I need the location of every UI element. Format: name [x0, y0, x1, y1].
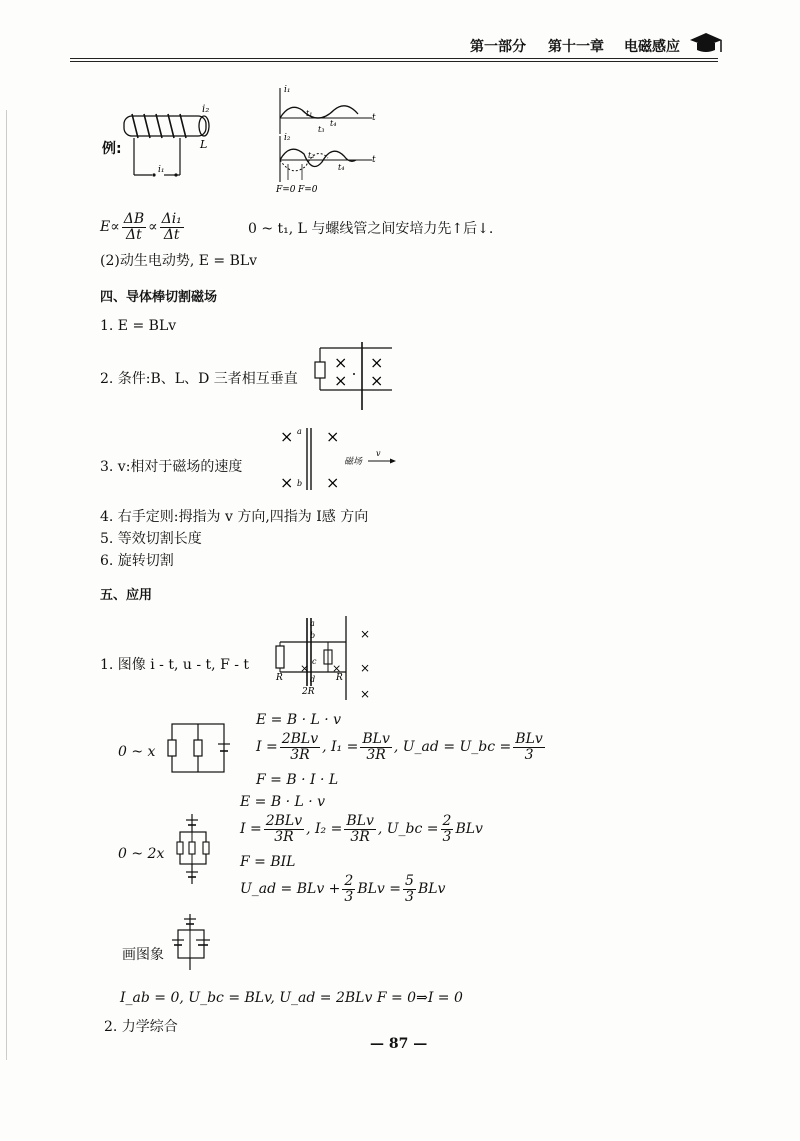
r2-eq-force: F = BIL [240, 854, 296, 870]
graduation-cap-icon [688, 30, 724, 56]
range-0-x: 0 ~ x [118, 744, 156, 760]
section4-item4: 4. 右手定则:拇指为 v 方向,四指为 I感 方向 [100, 509, 369, 525]
rod-label-b: b [297, 479, 303, 488]
graph-top-i1: i₁ [284, 85, 291, 95]
field-v-label: v [376, 449, 381, 458]
section4-item3: 3. v:相对于磁场的速度 [100, 459, 243, 475]
fig-label-b: b [310, 631, 316, 640]
faraday-proportionality: E∝ $\frac{\Delta B}{\Delta t}$ ∝ $\frac{\text{Δi₁}}{\Delta t}$ [100, 211, 182, 243]
motional-emf: (2)动生电动势, E = BLv [100, 253, 258, 269]
section4-item5: 5. 等效切割长度 [100, 531, 202, 547]
r2-eq-emf: E = B · L · v [240, 794, 326, 810]
r1-eq-emf: E = B · L · v [256, 712, 342, 728]
svg-text:×: × [280, 473, 294, 492]
solenoid-figure [118, 100, 218, 185]
section4-item6: 6. 旋转切割 [100, 553, 174, 569]
section5-title: 五、应用 [100, 588, 153, 603]
graph-bottom-i2: i₂ [284, 133, 291, 143]
rail-field-figure [312, 346, 402, 412]
header-rule-thin [70, 61, 718, 62]
svg-text:×: × [370, 371, 384, 390]
circuit-0-2x [174, 814, 214, 886]
svg-text:×: × [370, 353, 384, 372]
circuit-draw-graph [172, 914, 212, 972]
coil-label-i1: i₁ [158, 165, 165, 175]
svg-text:×: × [326, 427, 340, 446]
graph-top-t3: t₃ [318, 125, 325, 134]
svg-text:×: × [300, 662, 310, 675]
coil-label-i2: i₂ [202, 104, 210, 115]
current-graphs [272, 82, 382, 197]
circuit-0-x [168, 720, 230, 776]
graph-top-t: t [372, 113, 376, 123]
r1-eq-force: F = B · I · L [256, 772, 339, 788]
svg-text:×: × [334, 371, 348, 390]
graph-bottom-t4: t₄ [338, 163, 345, 172]
graph-top-t4: t₄ [330, 119, 337, 128]
rod-label-a: a [297, 427, 302, 436]
svg-text:×: × [326, 473, 340, 492]
graph-bottom-t: t [372, 155, 376, 165]
relative-velocity-figure [280, 424, 420, 496]
graph-top-t1: t₁ [306, 109, 313, 118]
header-chapter: 第十一章 [548, 39, 604, 55]
example-label: 例: [102, 141, 122, 157]
section4-title: 四、导体棒切割磁场 [100, 290, 218, 305]
svg-text:×: × [360, 627, 371, 641]
section4-item2: 2. 条件:B、L、D 三者相互垂直 [100, 371, 298, 387]
svg-text:×: × [280, 427, 294, 446]
svg-text:×: × [332, 662, 342, 675]
range-0-2x: 0 ~ 2x [118, 846, 165, 862]
section5-item1: 1. 图像 i - t, u - t, F - t [100, 657, 250, 673]
r2-eq-current: I = $\frac{\text{2BLv}}{3R}$ , I₂ = $\frac{\text{BLv}}{3R}$ , U_bc = $\frac{2}{3}$ BLv [240, 813, 483, 845]
fig-label-R2: R [336, 673, 343, 683]
svg-text:×: × [334, 353, 348, 372]
final-relations: I_ab = 0, U_bc = BLv, U_ad = 2BLv F = 0⇒I = 0 [120, 990, 463, 1006]
section5-item2: 2. 力学综合 [104, 1019, 178, 1035]
page-number: — 87 — [370, 1036, 428, 1052]
rails-resistors-figure [276, 612, 376, 704]
ampere-force-note: 0 ~ t₁, L 与螺线管之间安培力先↑后↓. [248, 221, 494, 237]
svg-text:×: × [360, 661, 371, 675]
header-rule [70, 58, 718, 59]
fig-label-c: c [312, 657, 317, 666]
coil-label-L: L [200, 138, 208, 151]
header-part: 第一部分 [470, 39, 526, 55]
section4-item1: 1. E = BLv [100, 318, 177, 334]
graph-f0-b: F=0 [298, 185, 318, 195]
field-label: 磁场 [344, 457, 363, 467]
fig-label-d: d [310, 675, 316, 684]
fig-label-2R: 2R [302, 687, 315, 697]
graph-f0-a: F=0 [276, 185, 296, 195]
header-topic: 电磁感应 [624, 39, 680, 55]
r2-eq-uad: U_ad = BLv + $\frac{2}{3}$ BLv = $\frac{5}{3}$ BLv [240, 873, 446, 905]
fig-label-a: a [310, 619, 315, 628]
draw-graph-label: 画图象 [122, 947, 164, 963]
fig-label-R1: R [276, 673, 283, 683]
r1-eq-current: I = $\frac{\text{2BLv}}{3R}$ , I₁ = $\frac{\text{BLv}}{3R}$ , U_ad = U_bc = $\frac{\text{BLv}}{3}$ [256, 731, 543, 763]
scan-margin-line [6, 110, 7, 1060]
graph-bottom-t2: t₂ [308, 151, 315, 160]
svg-text:×: × [360, 687, 371, 701]
